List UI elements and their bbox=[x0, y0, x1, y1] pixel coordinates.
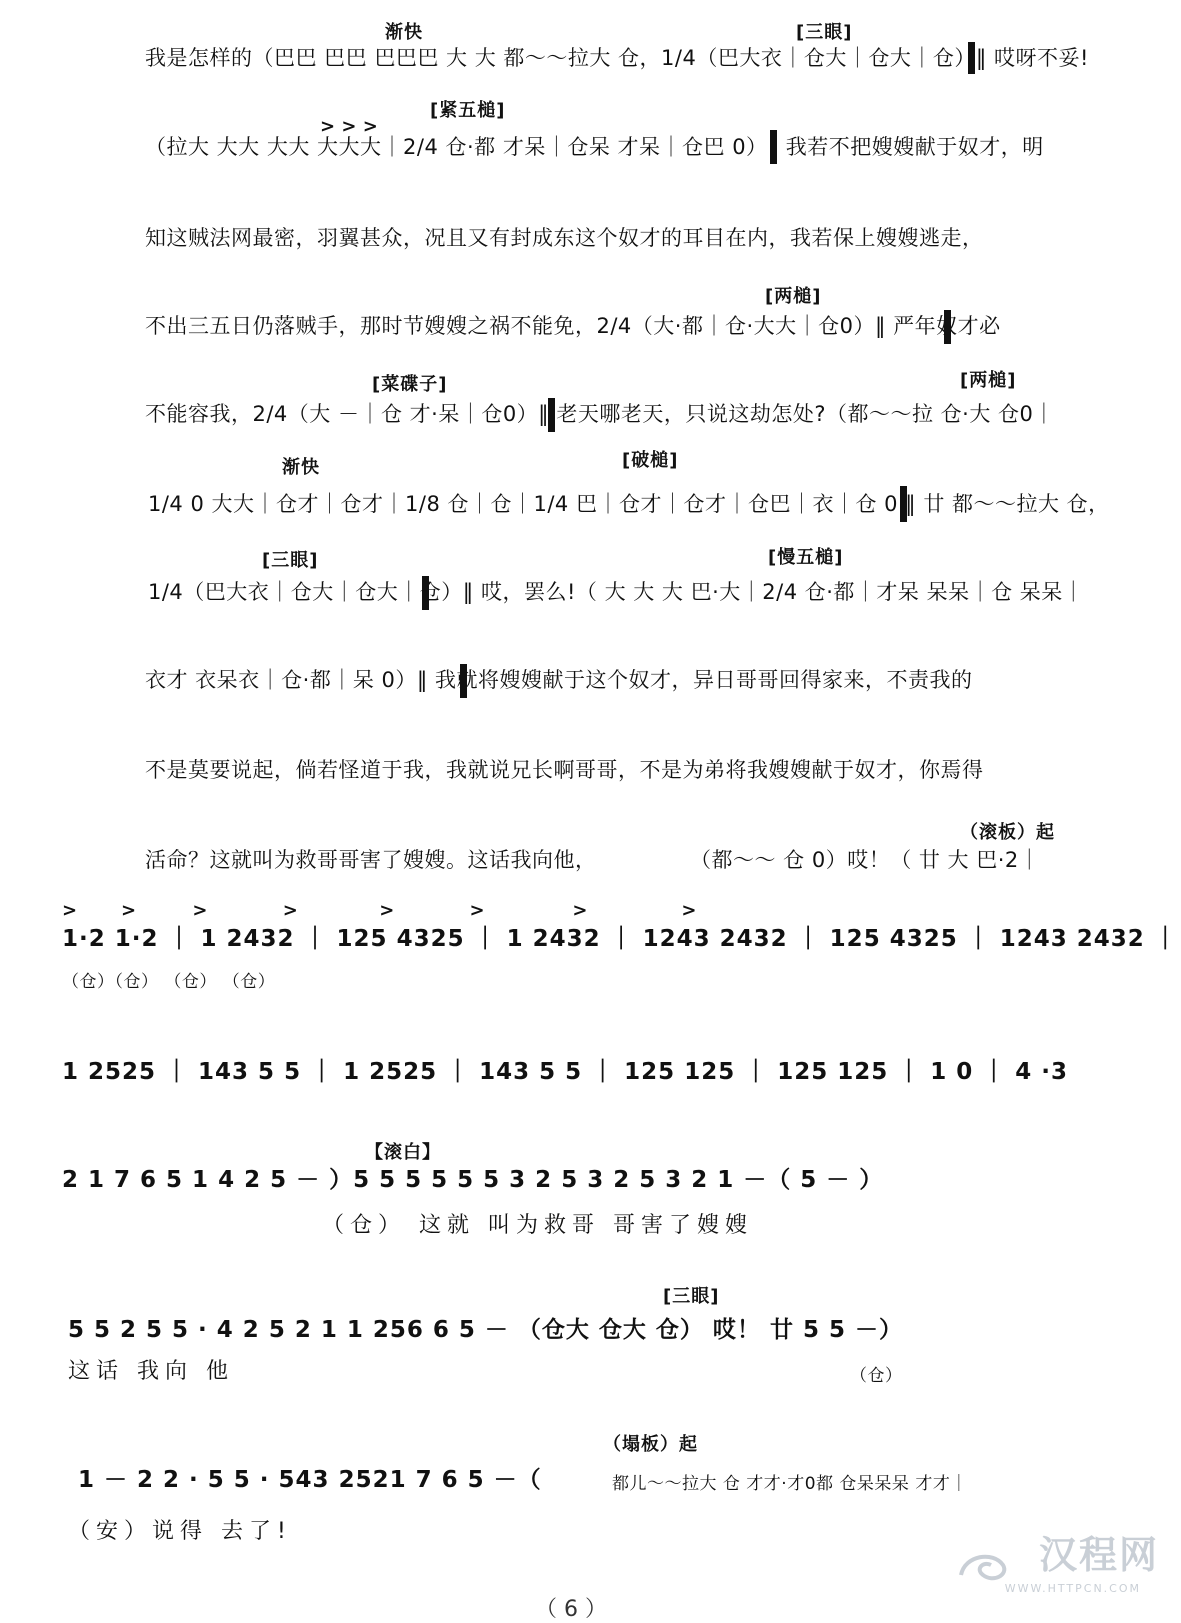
lyric-line-3: （安）说得 去了! bbox=[68, 1519, 292, 1544]
percussion-line-3: 都儿～～拉大 仓 才才·才0都 仓呆呆呆 才才｜ bbox=[612, 1474, 968, 1494]
lyric-line-2: 这话 我向 他 bbox=[68, 1359, 234, 1384]
banban-label-jin-wu-chui: [紧五槌] bbox=[430, 100, 506, 121]
score-line-9: 不是莫要说起，倘若怪道于我，我就说兄长啊哥哥，不是为弟将我嫂嫂献于奴才，你焉得 bbox=[145, 758, 984, 782]
accent-marks-2: > > > > > > > > bbox=[62, 900, 697, 921]
banban-label-san-yan-2: [三眼] bbox=[262, 550, 319, 571]
lyric-line-1: （仓） 这就 叫为救哥 哥害了嫂嫂 bbox=[322, 1213, 753, 1238]
watermark-text: 汉程网 bbox=[1038, 1532, 1159, 1577]
double-barline bbox=[968, 42, 975, 74]
jianpu-line-4: 5 5 2 5 5 · 4 2 5 2 1 1 256 6 5 － （仓大 仓大 仓） 哎！ 廿 5 5 －） bbox=[68, 1317, 903, 1343]
score-line-10: 活命？这就叫为救哥哥害了嫂嫂。这话我向他， bbox=[145, 848, 597, 872]
banban-label-man-wu-chui: [慢五槌] bbox=[768, 547, 844, 568]
banban-label-gun-ban-qi: （滚板）起 bbox=[960, 822, 1055, 843]
double-barline bbox=[422, 576, 429, 610]
jianpu-line-2: 1 2525 ｜ 143 5 5 ｜ 1 2525 ｜ 143 5 5 ｜ 125 125 ｜ 125 125 ｜ 1 0 ｜ 4 ·3 bbox=[62, 1059, 1069, 1085]
banban-label-san-yan-3: [三眼] bbox=[663, 1286, 720, 1307]
banban-label-liang-chui: [两槌] bbox=[765, 286, 822, 307]
double-barline bbox=[770, 130, 777, 164]
banban-label-po-chui: [破槌] bbox=[622, 450, 679, 471]
banban-label-cai-die-zi: [菜碟子] bbox=[372, 374, 448, 395]
tempo-marker-jian-kuai-2: 渐快 bbox=[282, 457, 320, 478]
score-line-8: 衣才 衣呆衣｜仓·都｜呆 0）‖ 我就将嫂嫂献于这个奴才，异日哥哥回得家来，不责我的 bbox=[145, 668, 973, 692]
score-line-6: 1/4 0 大大｜仓才｜仓才｜1/8 仓｜仓｜1/4 巴｜仓才｜仓才｜仓巴｜衣｜仓 0 ‖ 廿 都～～拉大 仓， bbox=[148, 492, 1110, 516]
score-line-7: 1/4（巴大衣｜仓大｜仓大｜仓）‖ 哎，罢么!（ 大 大 大 巴·大｜2/4 仓·都｜才呆 呆呆｜仓 呆呆｜ bbox=[148, 580, 1085, 604]
jianpu-line-5: 1 － 2 2 · 5 5 · 543 2521 7 6 5 －（ bbox=[78, 1467, 542, 1493]
double-barline bbox=[548, 398, 555, 432]
banban-label-liang-chui-2: [两槌] bbox=[960, 370, 1017, 391]
banban-label-gun-bai: 【滚白】 bbox=[365, 1142, 441, 1163]
score-line-2: （拉大 大大 大大 大大大｜2/4 仓·都 才呆｜仓呆 才呆｜仓巴 0）‖ 我若不把嫂嫂献于奴才，明 bbox=[145, 135, 1044, 159]
percussion-line-2: （仓） bbox=[850, 1366, 903, 1386]
watermark-url: WWW.HTTPCN.COM bbox=[1004, 1582, 1141, 1595]
double-barline bbox=[900, 486, 907, 522]
page-number: （ 6 ） bbox=[535, 1597, 607, 1622]
jianpu-line-1: 1·2 1·2 ｜ 1 2432 ｜ 125 4325 ｜ 1 2432 ｜ 1243 2432 ｜ 125 4325 ｜ 1243 2432 ｜ bbox=[62, 926, 1178, 952]
score-line-5: 不能容我，2/4（大 －｜仓 才·呆｜仓0）‖ 老天哪老天，只说这劫怎处?（都～～拉 仓·大 仓0｜ bbox=[145, 402, 1055, 426]
banban-label-san-yan: [三眼] bbox=[796, 22, 853, 43]
banban-label-ta-ban-qi: （塌板）起 bbox=[603, 1434, 698, 1455]
accent-marks: > > > bbox=[320, 116, 378, 137]
percussion-line-1: （仓）（仓） （仓） （仓） bbox=[62, 972, 276, 992]
score-line-4: 不出三五日仍落贼手，那时节嫂嫂之祸不能免，2/4（大·都｜仓·大大｜仓0）‖ 严年奴才必 bbox=[145, 314, 1001, 338]
score-line-10b: （都～～ 仓 0）哎！（ 廿 大 巴·2｜ bbox=[690, 848, 1041, 872]
double-barline bbox=[460, 664, 467, 698]
jianpu-line-3: 2 1 7 6 5 1 4 2 5 － ）5 5 5 5 5 5 3 2 5 3 2 5 3 2 1 －（ 5 － ） bbox=[62, 1167, 884, 1193]
score-line-3: 知这贼法网最密，羽翼甚众，况且又有封成东这个奴才的耳目在内，我若保上嫂嫂逃走， bbox=[145, 226, 984, 250]
double-barline bbox=[944, 310, 951, 344]
tempo-marker-jian-kuai: 渐快 bbox=[385, 22, 423, 43]
score-line-1: 我是怎样的（巴巴 巴巴 巴巴巴 大 大 都～～拉大 仓，1/4（巴大衣｜仓大｜仓大｜仓）‖ 哎呀不妥! bbox=[145, 46, 1089, 70]
